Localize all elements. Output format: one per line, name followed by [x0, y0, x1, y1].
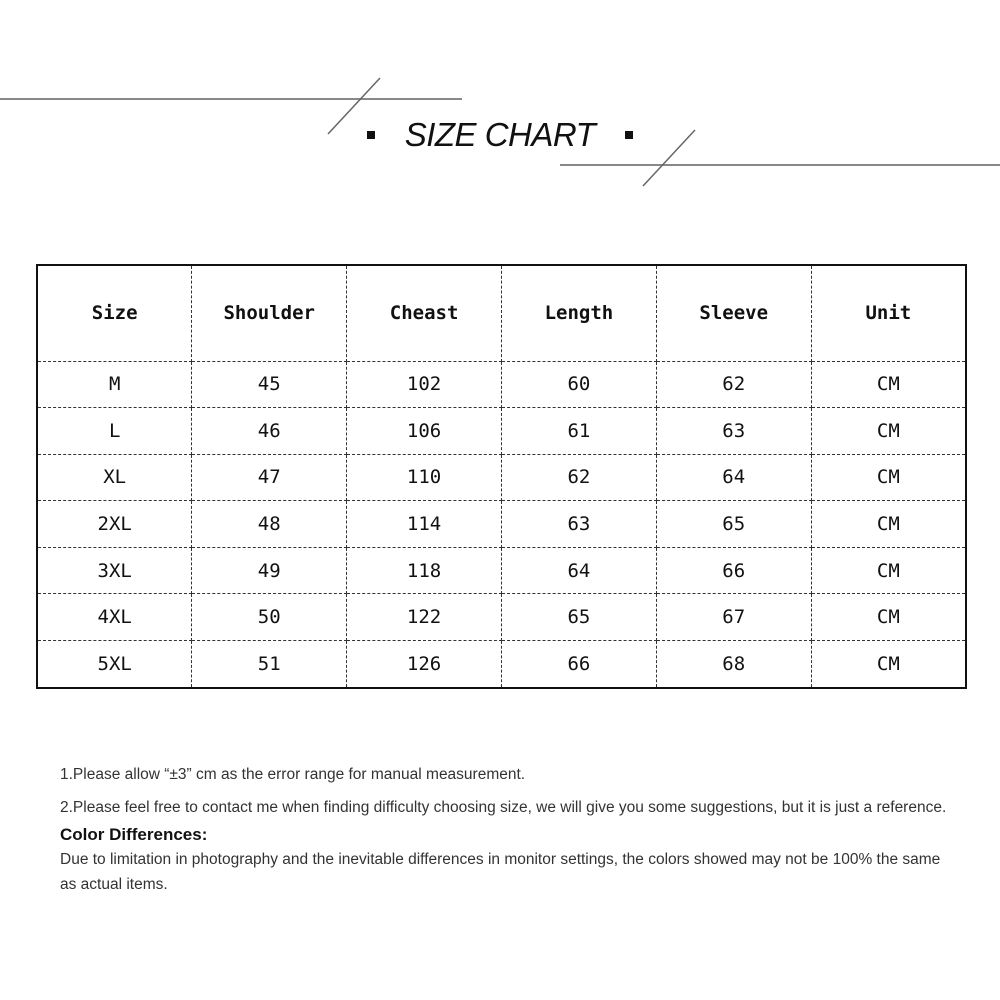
- cell-length: 63: [501, 501, 656, 548]
- column-header-unit: Unit: [811, 265, 966, 361]
- note-measurement-error: 1.Please allow “±3” cm as the error range for manual measurement.: [60, 766, 526, 783]
- cell-shoulder: 49: [192, 547, 347, 594]
- cell-sleeve: 67: [656, 594, 811, 641]
- cell-sleeve: 66: [656, 547, 811, 594]
- column-header-size: Size: [37, 265, 192, 361]
- cell-shoulder: 47: [192, 454, 347, 501]
- table-row: [37, 640, 966, 688]
- cell-shoulder: 48: [192, 501, 347, 548]
- cell-chest: 110: [347, 454, 502, 501]
- cell-chest: 126: [347, 640, 502, 688]
- cell-unit: CM: [811, 547, 966, 594]
- cell-length: 61: [501, 408, 656, 455]
- cell-unit: CM: [811, 361, 966, 408]
- table-row: [37, 547, 966, 594]
- cell-length: 64: [501, 547, 656, 594]
- cell-unit: CM: [811, 640, 966, 688]
- table-row: [37, 594, 966, 641]
- notes-section: [60, 762, 960, 897]
- cell-shoulder: 51: [192, 640, 347, 688]
- cell-size: 5XL: [37, 640, 192, 688]
- cell-size: 4XL: [37, 594, 192, 641]
- color-differences-heading: Color Differences:: [60, 825, 208, 844]
- cell-unit: CM: [811, 501, 966, 548]
- cell-size: M: [37, 361, 192, 408]
- cell-size: 2XL: [37, 501, 192, 548]
- column-header-chest: Cheast: [347, 265, 502, 361]
- table-row: [37, 501, 966, 548]
- cell-size: L: [37, 408, 192, 455]
- cell-sleeve: 62: [656, 361, 811, 408]
- square-bullet-icon: [367, 131, 375, 139]
- cell-sleeve: 64: [656, 454, 811, 501]
- cell-chest: 122: [347, 594, 502, 641]
- cell-length: 60: [501, 361, 656, 408]
- table-row: [37, 454, 966, 501]
- column-header-length: Length: [501, 265, 656, 361]
- size-table-container: [36, 264, 967, 689]
- cell-chest: 106: [347, 408, 502, 455]
- cell-sleeve: 63: [656, 408, 811, 455]
- cell-size: 3XL: [37, 547, 192, 594]
- cell-chest: 102: [347, 361, 502, 408]
- title-bar: [0, 112, 1000, 158]
- column-header-shoulder: Shoulder: [192, 265, 347, 361]
- cell-unit: CM: [811, 594, 966, 641]
- table-row: [37, 408, 966, 455]
- cell-length: 62: [501, 454, 656, 501]
- cell-shoulder: 45: [192, 361, 347, 408]
- column-header-sleeve: Sleeve: [656, 265, 811, 361]
- cell-unit: CM: [811, 454, 966, 501]
- table-row: [37, 361, 966, 408]
- table-header-row: [37, 265, 966, 361]
- cell-length: 66: [501, 640, 656, 688]
- square-bullet-icon: [625, 131, 633, 139]
- note-contact: 2.Please feel free to contact me when finding difficulty choosing size, we will give you some suggestions, but it is just a reference.: [60, 799, 947, 816]
- color-differences-text: Due to limitation in photography and the inevitable differences in monitor settings, the colors showed may not be 100% the same as actual items.: [60, 851, 941, 893]
- cell-sleeve: 65: [656, 501, 811, 548]
- cell-shoulder: 50: [192, 594, 347, 641]
- cell-chest: 118: [347, 547, 502, 594]
- cell-shoulder: 46: [192, 408, 347, 455]
- cell-unit: CM: [811, 408, 966, 455]
- cell-length: 65: [501, 594, 656, 641]
- cell-sleeve: 68: [656, 640, 811, 688]
- page-title: SIZE CHART: [404, 116, 596, 153]
- cell-size: XL: [37, 454, 192, 501]
- cell-chest: 114: [347, 501, 502, 548]
- size-table: [36, 264, 967, 689]
